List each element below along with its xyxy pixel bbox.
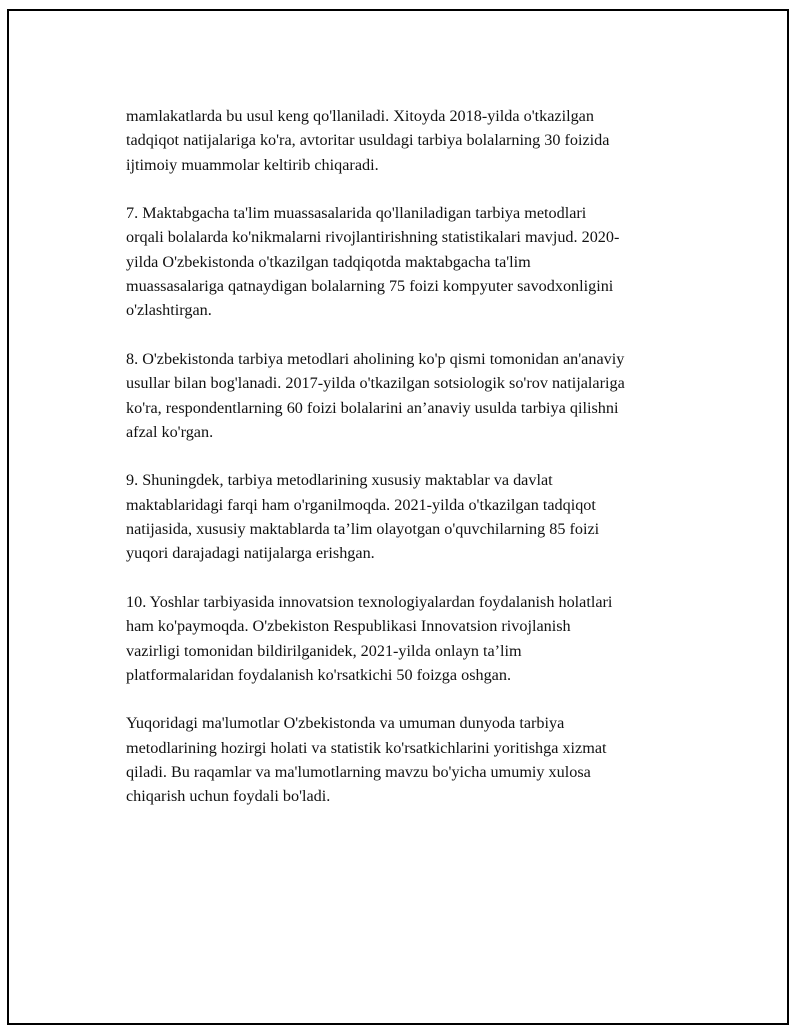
text-line: ijtimoiy muammolar keltirib chiqaradi. xyxy=(126,155,379,174)
document-body xyxy=(126,104,706,833)
text-line: afzal ko'rgan. xyxy=(126,422,214,441)
text-line: mamlakatlarda bu usul keng qo'llaniladi. Xitoyda 2018-yilda o'tkazilgan xyxy=(126,107,594,125)
text-line: yilda O'zbekistonda o'tkazilgan tadqiqotda maktabgacha ta'lim xyxy=(126,252,531,271)
text-line: 9. Shuningdek, tarbiya metodlarining xususiy maktablar va davlat xyxy=(126,471,553,490)
text-line: yuqori darajadagi natijalarga erishgan. xyxy=(126,544,375,563)
paragraph-item-9 xyxy=(126,468,706,565)
text-line: ham ko'paymoqda. O'zbekiston Respublikasi Innovatsion rivojlanish xyxy=(126,617,571,636)
text-line: o'zlashtirgan. xyxy=(126,301,212,320)
text-line: 8. O'zbekistonda tarbiya metodlari aholining ko'p qismi tomonidan an'anaviy xyxy=(126,349,625,368)
paragraph-item-7 xyxy=(126,201,706,322)
text-line: vazirligi tomonidan bildirilganidek, 2021-yilda onlayn ta’lim xyxy=(126,641,522,660)
text-line: metodlarining hozirgi holati va statistik ko'rsatkichlarini yoritishga xizmat xyxy=(126,738,607,757)
text-line: muassasalariga qatnaydigan bolalarning 75 foizi kompyuter savodxonligini xyxy=(126,277,614,296)
text-line: ko'ra, respondentlarning 60 foizi bolalarini an’anaviy usulda tarbiya qilishni xyxy=(126,398,619,417)
text-line: usullar bilan bog'lanadi. 2017-yilda o'tkazilgan sotsiologik so'rov natijalariga xyxy=(126,374,625,393)
paragraph-item-10 xyxy=(126,590,706,687)
text-line: orqali bolalarda ko'nikmalarni rivojlantirishning statistikalari mavjud. 2020- xyxy=(126,228,620,247)
text-line: chiqarish uchun foydali bo'ladi. xyxy=(126,787,331,806)
text-line: natijasida, xususiy maktablarda ta’lim olayotgan o'quvchilarning 85 foizi xyxy=(126,520,600,539)
text-line: platformalaridan foydalanish ko'rsatkichi 50 foizga oshgan. xyxy=(126,665,512,684)
text-line: Yuqoridagi ma'lumotlar O'zbekistonda va umuman dunyoda tarbiya xyxy=(126,714,565,733)
paragraph-continuation xyxy=(126,104,706,177)
paragraph-conclusion xyxy=(126,711,706,808)
text-line: maktablaridagi farqi ham o'rganilmoqda. 2021-yilda o'tkazilgan tadqiqot xyxy=(126,495,596,514)
paragraph-item-8 xyxy=(126,347,706,444)
text-line: tadqiqot natijalariga ko'ra, avtoritar usuldagi tarbiya bolalarning 30 foizida xyxy=(126,131,610,150)
page-frame xyxy=(7,9,789,1025)
text-line: 10. Yoshlar tarbiyasida innovatsion texnologiyalardan foydalanish holatlari xyxy=(126,592,613,611)
text-line: 7. Maktabgacha ta'lim muassasalarida qo'llaniladigan tarbiya metodlari xyxy=(126,204,587,223)
text-line: qiladi. Bu raqamlar va ma'lumotlarning mavzu bo'yicha umumiy xulosa xyxy=(126,763,591,782)
